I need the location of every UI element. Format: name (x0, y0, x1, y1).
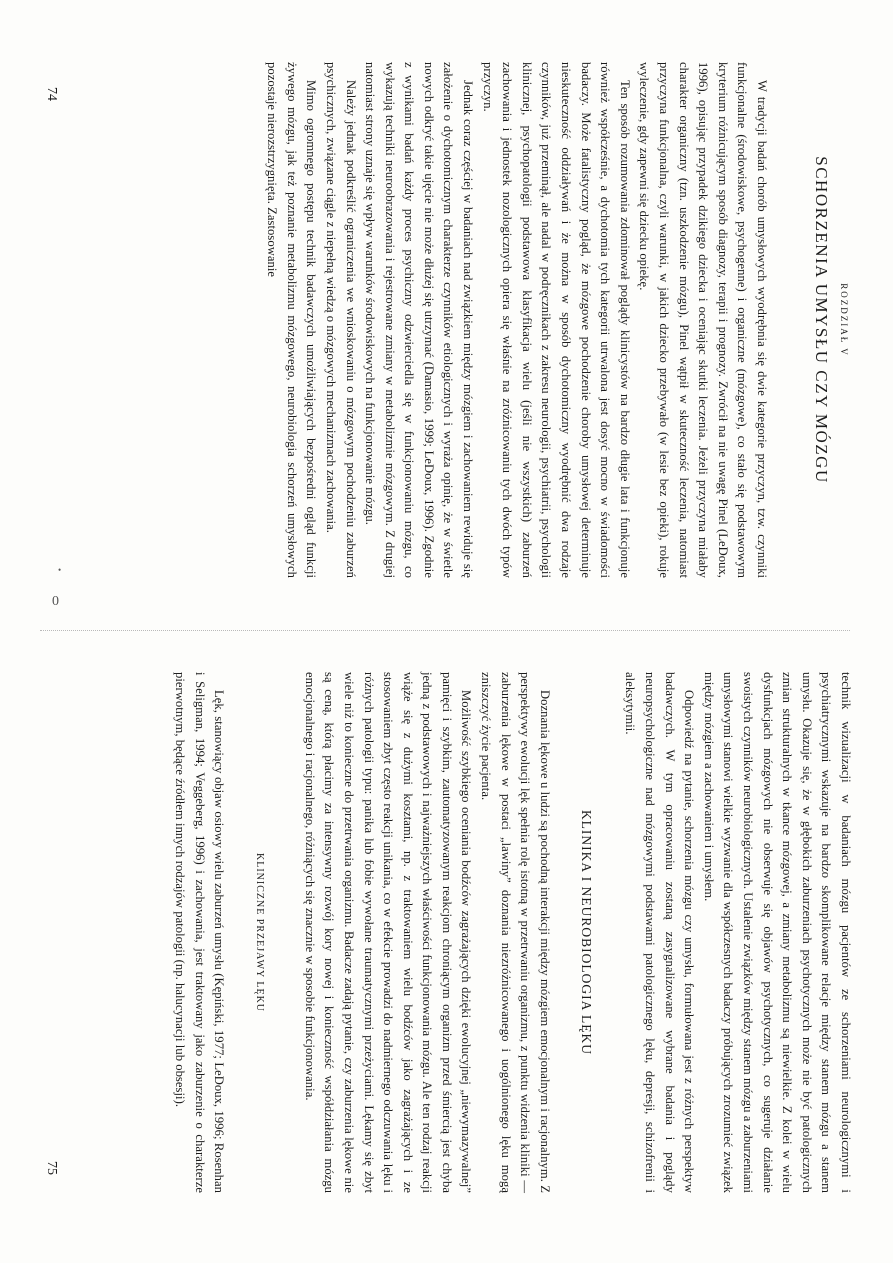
paragraph: Należy jednak podkreślić ograniczenia we wnioskowaniu o mózgowym pochodzeniu zaburzeń psychicznych, związane ciągle z niepełną wiedzą o mózgowych mechanizmach zachowania. (323, 62, 358, 578)
book-page-74 (35, 40, 855, 600)
page-number-75: 75 (44, 1161, 59, 1175)
page-number-74: 74 (44, 87, 59, 101)
section-title: KLINIKA I NEUROBIOLOGIA LĘKU (578, 809, 594, 1056)
chapter-label: ROZDZIAŁ V (839, 283, 849, 357)
paragraph: Ten sposób rozumowania zdominował poglądy klinicystów na bardzo długie lata i funkcjonuje również współcześnie, a dychotomia tych kategorii utrwalona jest dosyć mocno w świadomości badaczy. Może fatalistyczny pogląd, że mózgowe pochodzenie choroby umysłowej determinuje nieskuteczność oddziaływań i że można w sposób dychotomiczny wyodrębnić dwa rodzaje czynników, już przeminął, ale nadal w podręcznikach z zakresu neurologii, psychiatrii, psychologii klinicznej, psychopatologii podstawowa klasyfikacja wielu (jeśli nie wszystkich) zaburzeń zachowania i jednostek nozologicznych opiera się właśnie na zróżnicowaniu tych dwóch typów przyczyn. (480, 62, 632, 578)
paragraph: Możliwość szybkiego oceniania bodźców zagrażających dzięki ewolucyjnej „niewymazywalnej” pamięci i szybkim, zautomatyzowanym reakcjom chroniącym organizm przed śmiercią jest chyba jedną z podstawowych i najważniejszych właściwości funkcjonowania mózgu. Ale ten rodzaj reakcji wiąże się z dużymi kosztami, np. z traktowaniem wielu bodźców jako zagrażających i ze stosowaniem zbyt często reakcji unikania, co w efekcie prowadzi do nadmiernego odczuwania lęku i różnych patologii typu: panika lub fobie wywołane traumatycznymi przeżyciami. Lękamy się zbyt wiele niż to konieczne do przetrwania organizmu. Badacze zadają pytanie, czy zaburzenia lękowe nie są ceną, którą płacimy za intensywny rozwój kory nowej i konieczność współdziałania mózgu emocjonalnego i racjonalnego, różniących się znacznie w sposobie funkcjonowania. (302, 672, 474, 1193)
margin-fold-mark: 0 (52, 594, 59, 609)
paragraph: Mimo ogromnego postępu technik badawczych umożliwiających bezpośredni ogląd funkcji żywego mózgu, jak też poznanie metabolizmu mózgowego, neurobiologia schorzeń umysłowych pozostaje nierozstrzygnięta. Zastosowanie (265, 62, 319, 578)
paragraph: Jednak coraz częściej w badaniach nad związkiem między mózgiem i zachowaniem rewiduje się założenie o dychotomicznym charakterze czynników etiologicznych i wyraża opinię, że w świetle nowych odkryć takie ujęcie nie może dłużej się utrzymać (Damasio, 1999; LeDoux, 1996). Zgodnie z wynikami badań każdy proces psychiczny odzwierciedla się w funkcjonowaniu mózgu, co wykazują techniki neuroobrazowania i rejestrowane zmiany w metabolizmie mózgowym. Z drugiej natomiast strony uznaje się wpływ warunków środowiskowych na funkcjonowanie mózgu. (363, 62, 476, 578)
chapter-title: SCHORZENIA UMYSŁU CZY MÓZGU (812, 156, 831, 484)
page-fold-line (40, 630, 850, 631)
paragraph: Odpowiedź na pytanie, schorzenia mózgu czy umysłu, formułowana jest z różnych perspektyw badawczych. W tym opracowaniu zostaną zasygnalizowane wybrane badania i poglądy neuropsychologiczne nad mózgowymi podstawami patologicznego lęku, depresji, schizofrenii i aleksytymii. (623, 672, 697, 1193)
paragraph: Lęk, stanowiący objaw osiowy wielu zaburzeń umysłu (Kępiński, 1977; LeDoux, 1996; Rosenhan i Seligman, 1994; Veggeberg, 1996) i zachowania, jest traktowany jako zaburzenie o charakterze pierwotnym, będące źródłem innych rodzajów patologii (np. halucynacji lub obsesji). (172, 672, 227, 1193)
subsection-title: KLINICZNE PRZEJAWY LĘKU (254, 852, 266, 1013)
paragraph: technik wizualizacji w badaniach mózgu pacjentów ze schorzeniami neurologicznymi i psychiatrycznymi wskazuje na bardzo skomplikowane relacje między stanem mózgu a stanem umysłu. Okazuje się, że w głębokich zaburzeniach psychotycznych może nie być patologicznych zmian strukturalnych w tkance mózgowej, a zmiany metabolizmu są niewielkie. Z kolei w wielu dysfunkcjach mózgowych nie obserwuje się objawów psychotycznych, co sugeruje działanie swoistych czynników neurobiologicznych. Ustalenie związków między stanem mózgu a zaburzeniami umysłowymi stanowi wielkie wyzwanie dla współczesnych badaczy próbujących zrozumieć związek między mózgiem a zachowaniem i umysłem. (701, 672, 853, 1193)
book-page-75 (35, 650, 855, 1215)
margin-dot-mark: • (58, 565, 62, 575)
paragraph: W tradycji badań chorób umysłowych wyodrębnia się dwie kategorie przyczyn, tzw. czynniki funkcjonalne (środowiskowe, psychogenne) i organiczne (mózgowe), co stało się podstawowym kryterium różnicującym sposób diagnozy, terapii i prognozy. Zwrócił na nie uwagę Pinel (LeDoux, 1996), opisując przypadek dzikiego dziecka i oceniając skutki leczenia. Jeżeli przyczyna miałaby charakter organiczny (tzn. uszkodzenie mózgu), Pinel wątpił w skuteczność leczenia, natomiast przyczyna funkcjonalna, czyli warunki, w jakich dziecko przebywało (w lesie bez opieki), rokuje wyleczenie, gdy zapewni się dziecku opiekę. (637, 62, 769, 578)
paragraph: Doznania lękowe u ludzi są pochodną interakcji między mózgiem emocjonalnym i racjonalnym. Z perspektywy ewolucji lęk spełnia rolę istotną w przetrwaniu organizmu, z punktu widzenia kliniki — zaburzenia lękowe w postaci „lawiny” doznania niezróżnicowanego i uogólnionego lęku mogą zniszczyć życie pacjenta. (479, 672, 552, 1193)
